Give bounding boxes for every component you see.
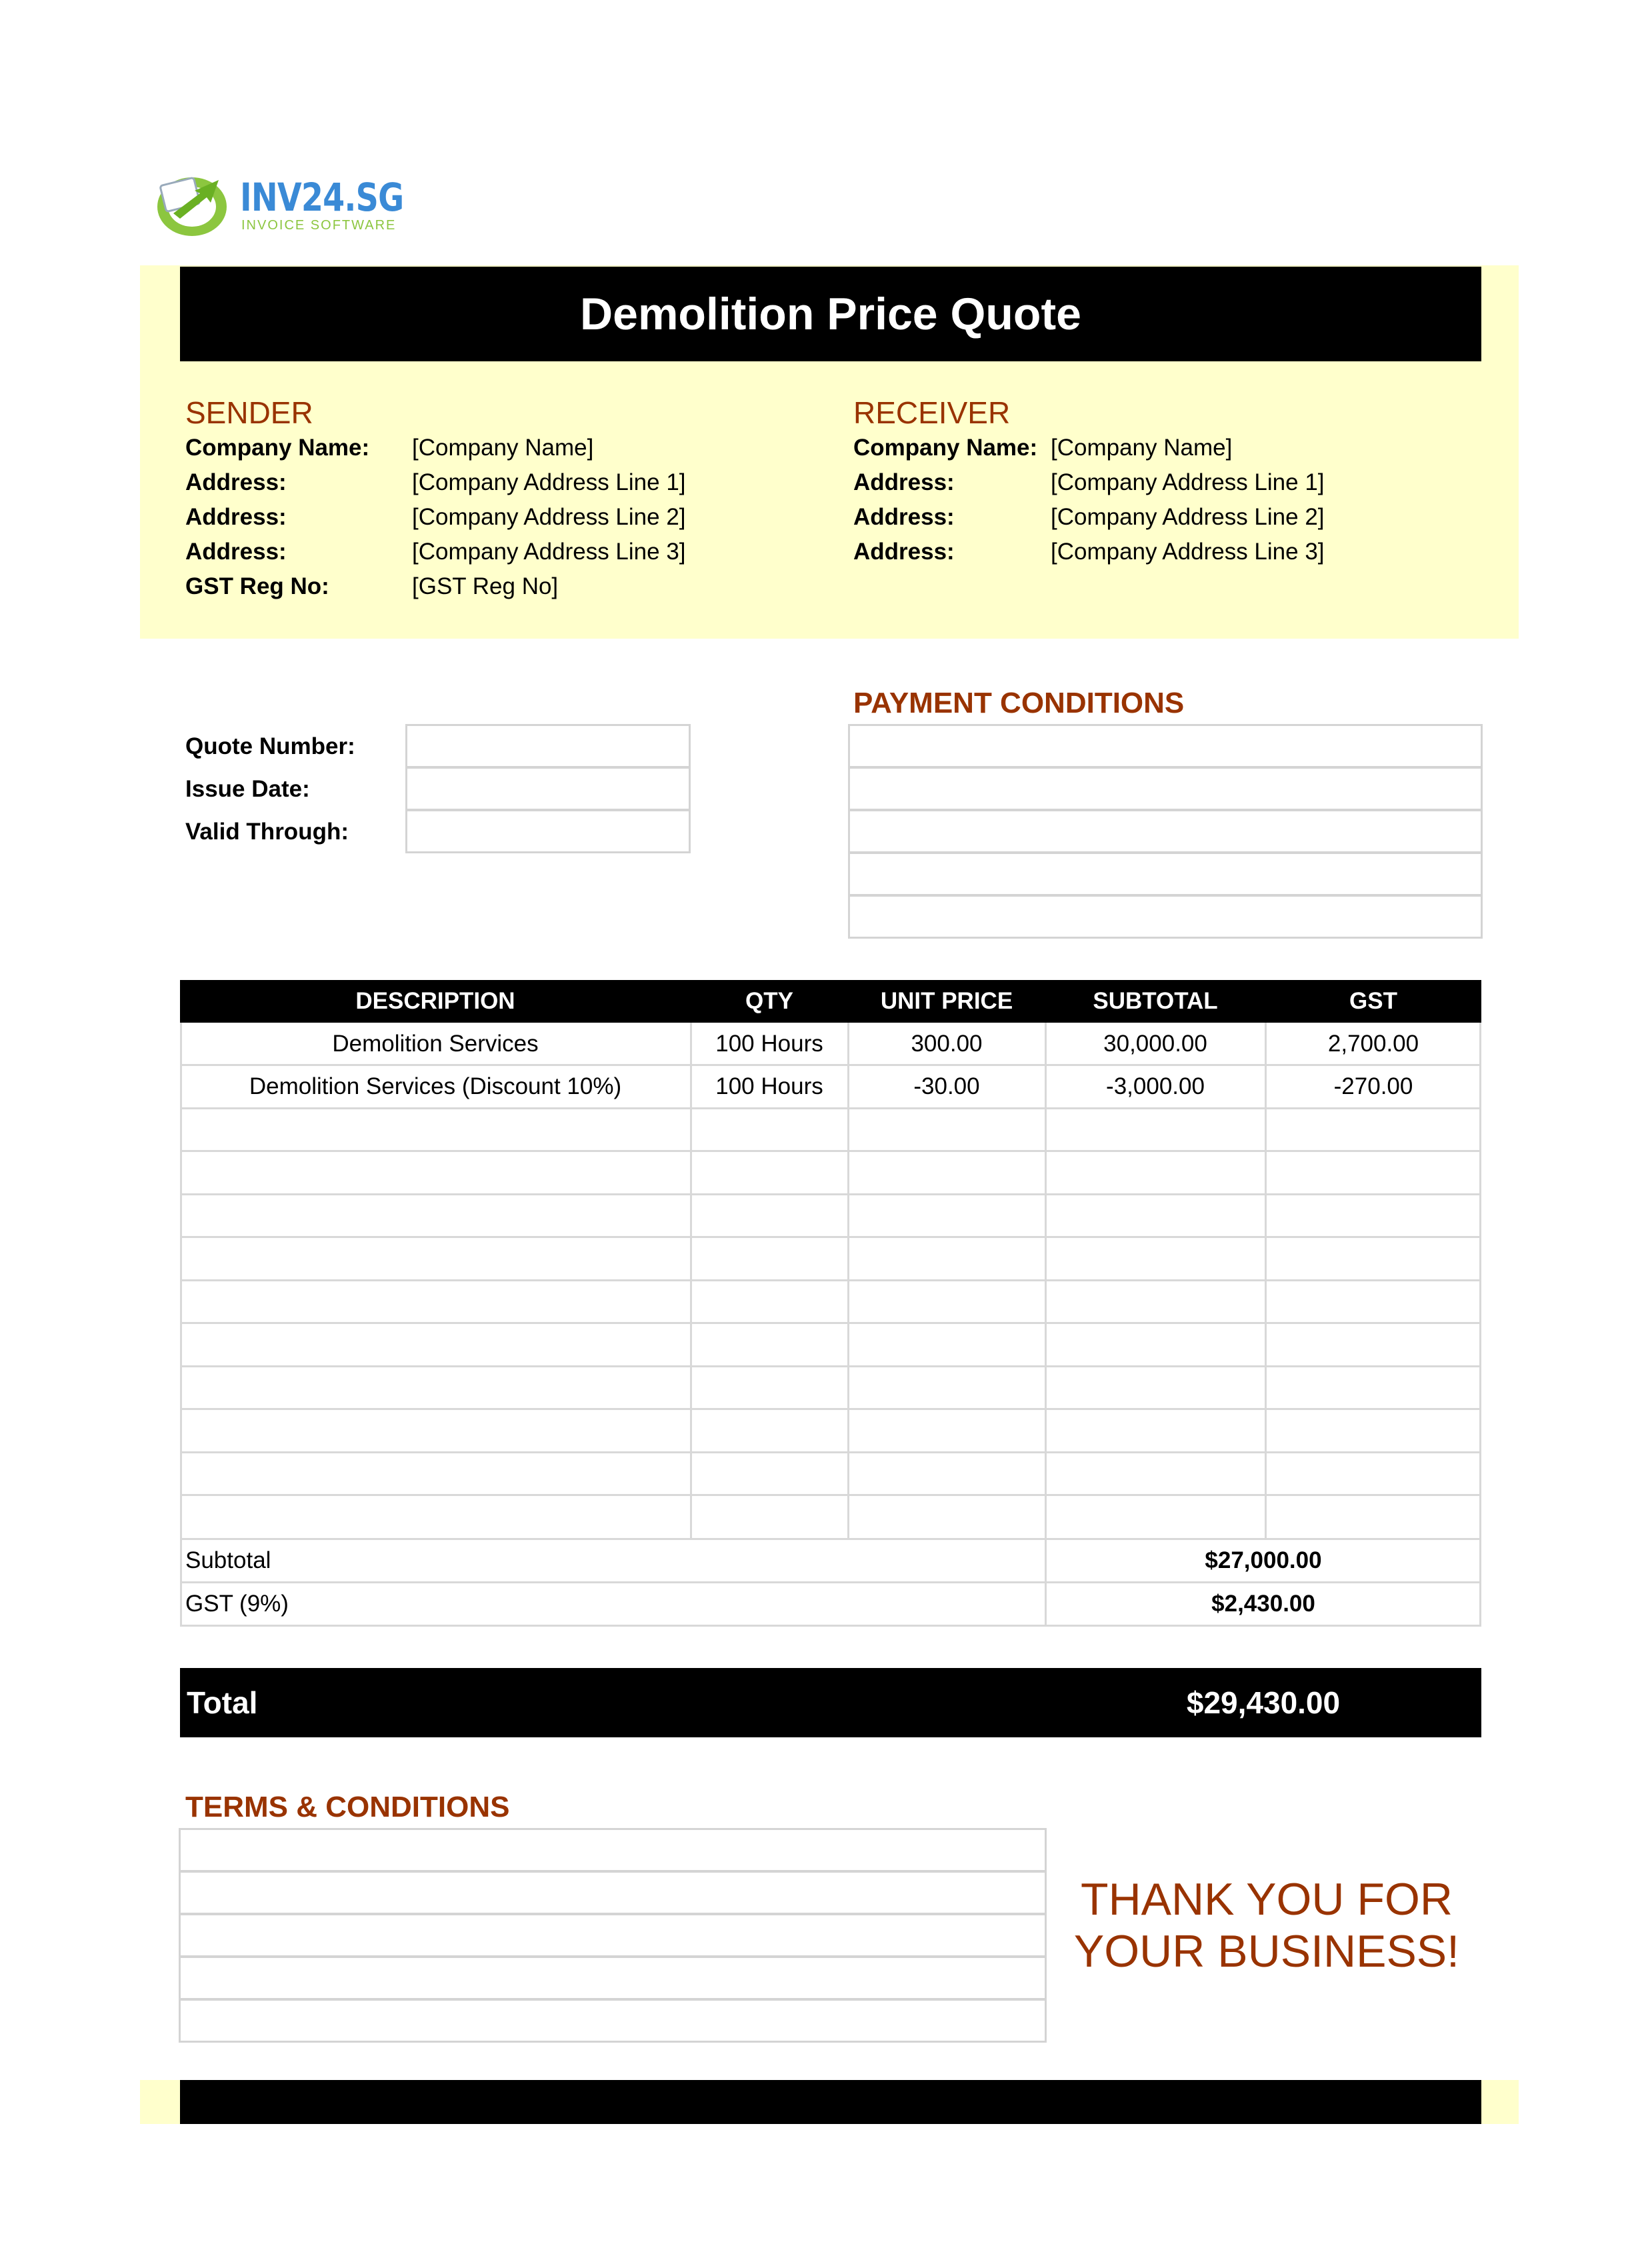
receiver-label: Company Name: — [853, 435, 1038, 461]
item-gst: -270.00 — [1333, 1073, 1413, 1099]
thank-you-line-1: THANK YOU FOR — [1081, 1874, 1453, 1925]
terms-line[interactable] — [179, 1956, 1047, 2000]
sender-label: Address: — [185, 469, 287, 495]
sender-value: [GST Reg No] — [412, 573, 559, 599]
sender-label: Address: — [185, 504, 287, 530]
item-description[interactable]: Demolition Services — [332, 1031, 539, 1057]
receiver-value: [Company Address Line 3] — [1051, 539, 1325, 565]
page-title: Demolition Price Quote — [180, 267, 1481, 361]
header-subtotal: SUBTOTAL — [1093, 988, 1218, 1014]
receiver-label: Address: — [853, 539, 955, 565]
logo-name: INV24.SG — [240, 175, 404, 220]
thank-you-message — [1067, 1873, 1467, 1977]
grid-line — [1045, 1023, 1047, 1627]
sender-label: Company Name: — [185, 435, 370, 461]
terms-line[interactable] — [179, 1999, 1047, 2043]
receiver-label: Address: — [853, 504, 955, 530]
item-unit-price[interactable]: 300.00 — [911, 1031, 983, 1057]
item-gst: 2,700.00 — [1327, 1031, 1419, 1057]
payment-condition-line[interactable] — [848, 809, 1483, 853]
footer-bar — [180, 2080, 1481, 2124]
grid-line — [180, 1451, 1481, 1453]
grid-line — [180, 1322, 1481, 1324]
sender-label: Address: — [185, 539, 287, 565]
total-value: $29,430.00 — [1186, 1685, 1341, 1720]
grid-line — [180, 1236, 1481, 1238]
sender-label: GST Reg No: — [185, 573, 329, 599]
logo-tagline: INVOICE SOFTWARE — [241, 218, 397, 233]
item-qty[interactable]: 100 Hours — [715, 1073, 823, 1099]
payment-condition-line[interactable] — [848, 767, 1483, 811]
terms-line[interactable] — [179, 1828, 1047, 1872]
receiver-heading: RECEIVER — [853, 395, 1011, 430]
grid-line — [180, 1150, 1481, 1152]
header-gst: GST — [1349, 988, 1397, 1014]
terms-line[interactable] — [179, 1913, 1047, 1957]
grid-line — [1479, 1023, 1481, 1627]
terms-heading: TERMS & CONDITIONS — [185, 1791, 510, 1823]
receiver-value: [Company Name] — [1051, 435, 1233, 461]
grid-line — [180, 1023, 182, 1627]
sender-value: [Company Name] — [412, 435, 594, 461]
item-subtotal: 30,000.00 — [1103, 1031, 1207, 1057]
grid-line — [180, 1193, 1481, 1195]
payment-condition-line[interactable] — [848, 852, 1483, 896]
header-unit-price: UNIT PRICE — [880, 988, 1013, 1014]
grid-line — [180, 1494, 1481, 1496]
issue-date-label: Issue Date: — [185, 776, 310, 802]
subtotal-label: Subtotal — [185, 1547, 271, 1573]
payment-condition-line[interactable] — [848, 724, 1483, 768]
issue-date-field[interactable] — [405, 767, 691, 811]
header-description: DESCRIPTION — [355, 988, 515, 1014]
item-subtotal: -3,000.00 — [1106, 1073, 1205, 1099]
quote-number-field[interactable] — [405, 724, 691, 768]
items-table — [180, 1023, 1481, 1627]
items-table-header — [180, 980, 1481, 1023]
valid-through-field[interactable] — [405, 809, 691, 853]
grid-line — [180, 1279, 1481, 1281]
sender-value: [Company Address Line 3] — [412, 539, 686, 565]
grid-line — [180, 1365, 1481, 1367]
item-description[interactable]: Demolition Services (Discount 10%) — [249, 1073, 622, 1099]
total-bar — [180, 1668, 1481, 1737]
receiver-label: Address: — [853, 469, 955, 495]
payment-condition-line[interactable] — [848, 895, 1483, 939]
gst-label: GST (9%) — [185, 1591, 289, 1617]
sender-heading: SENDER — [185, 395, 313, 430]
receiver-value: [Company Address Line 1] — [1051, 469, 1325, 495]
header-qty: QTY — [745, 988, 793, 1014]
item-unit-price[interactable]: -30.00 — [913, 1073, 980, 1099]
valid-through-label: Valid Through: — [185, 819, 349, 845]
sender-value: [Company Address Line 1] — [412, 469, 686, 495]
quote-number-label: Quote Number: — [185, 733, 355, 759]
payment-conditions-heading: PAYMENT CONDITIONS — [853, 687, 1185, 719]
gst-value: $2,430.00 — [1211, 1591, 1315, 1617]
item-qty[interactable]: 100 Hours — [715, 1031, 823, 1057]
receiver-value: [Company Address Line 2] — [1051, 504, 1325, 530]
sender-value: [Company Address Line 2] — [412, 504, 686, 530]
grid-line — [180, 1408, 1481, 1410]
thank-you-line-2: YOUR BUSINESS! — [1073, 1926, 1460, 1977]
terms-line[interactable] — [179, 1871, 1047, 1915]
subtotal-value: $27,000.00 — [1205, 1547, 1322, 1573]
total-label: Total — [187, 1685, 258, 1720]
logo-icon — [153, 167, 233, 240]
